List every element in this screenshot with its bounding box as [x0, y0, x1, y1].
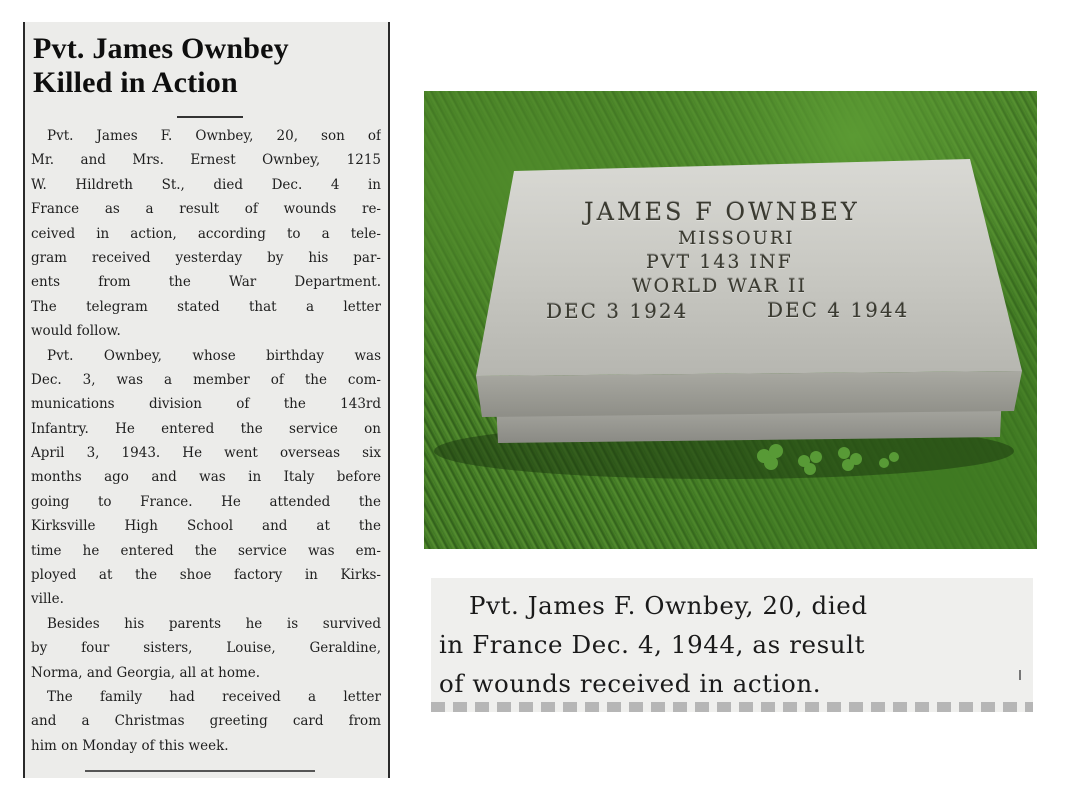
obituary-headline [33, 32, 383, 100]
inscription-rank-unit: PVT 143 INF [646, 251, 793, 273]
print-mark [1019, 670, 1021, 680]
obituary-line: ceived in action, according to a tele- [31, 225, 381, 242]
obituary-line: Dec. 3, was a member of the com- [31, 371, 381, 388]
inscription-war: WORLD WAR II [632, 275, 807, 297]
obituary-line: Infantry. He entered the service on [31, 420, 381, 437]
obituary-line: Pvt. James F. Ownbey, 20, son of [47, 128, 381, 144]
obituary-line: going to France. He attended the [31, 493, 381, 510]
headstone-inscription [424, 91, 1037, 549]
obituary-line: by four sisters, Louise, Geraldine, [31, 640, 381, 657]
headline-line: Pvt. James Ownbey [33, 32, 289, 65]
notice-line: in France Dec. 4, 1944, as result [439, 630, 866, 659]
obituary-line: ents from the War Department. [31, 274, 381, 291]
obituary-line: W. Hildreth St., died Dec. 4 in [31, 176, 381, 193]
headline-divider [177, 116, 243, 118]
notice-line: Pvt. James F. Ownbey, 20, died [469, 591, 868, 620]
headstone-photo [424, 91, 1037, 549]
cropped-text-fragment [431, 702, 1033, 712]
headline-line: Killed in Action [33, 66, 238, 99]
obituary-line: gram received yesterday by his par- [31, 249, 381, 266]
obituary-line: would follow. [31, 323, 121, 340]
obituary-line: The telegram stated that a letter [31, 298, 381, 315]
obituary-line: months ago and was in Italy before [31, 469, 381, 486]
obituary-line: munications division of the 143rd [31, 396, 381, 413]
obituary-line: April 3, 1943. He went overseas six [31, 445, 381, 462]
obituary-line: Besides his parents he is survived [47, 615, 381, 632]
obituary-line: Norma, and Georgia, all at home. [31, 664, 261, 681]
inscription-death-date: DEC 4 1944 [767, 298, 910, 322]
obituary-line: and a Christmas greeting card from [31, 713, 381, 730]
death-notice-clipping [431, 578, 1033, 712]
notice-line: of wounds received in action. [439, 669, 822, 698]
inscription-birth-date: DEC 3 1924 [546, 299, 689, 323]
obituary-clipping [23, 22, 390, 778]
inscription-name: JAMES F OWNBEY [584, 198, 860, 226]
inscription-state: MISSOURI [678, 228, 795, 249]
cropped-text-fragment [786, 578, 926, 585]
obituary-line: ployed at the shoe factory in Kirks- [31, 567, 381, 584]
obituary-line: Pvt. Ownbey, whose birthday was [47, 347, 381, 364]
article-end-rule [85, 770, 315, 772]
death-notice-text [439, 586, 1011, 703]
obituary-line: Kirksville High School and at the [31, 518, 381, 535]
obituary-line: time he entered the service was em- [31, 542, 381, 559]
obituary-body [31, 124, 381, 758]
obituary-line: him on Monday of this week. [31, 737, 229, 754]
obituary-line: The family had received a letter [47, 688, 381, 705]
obituary-line: France as a result of wounds re- [31, 201, 381, 218]
obituary-line: ville. [31, 591, 64, 608]
obituary-line: Mr. and Mrs. Ernest Ownbey, 1215 [31, 152, 381, 169]
